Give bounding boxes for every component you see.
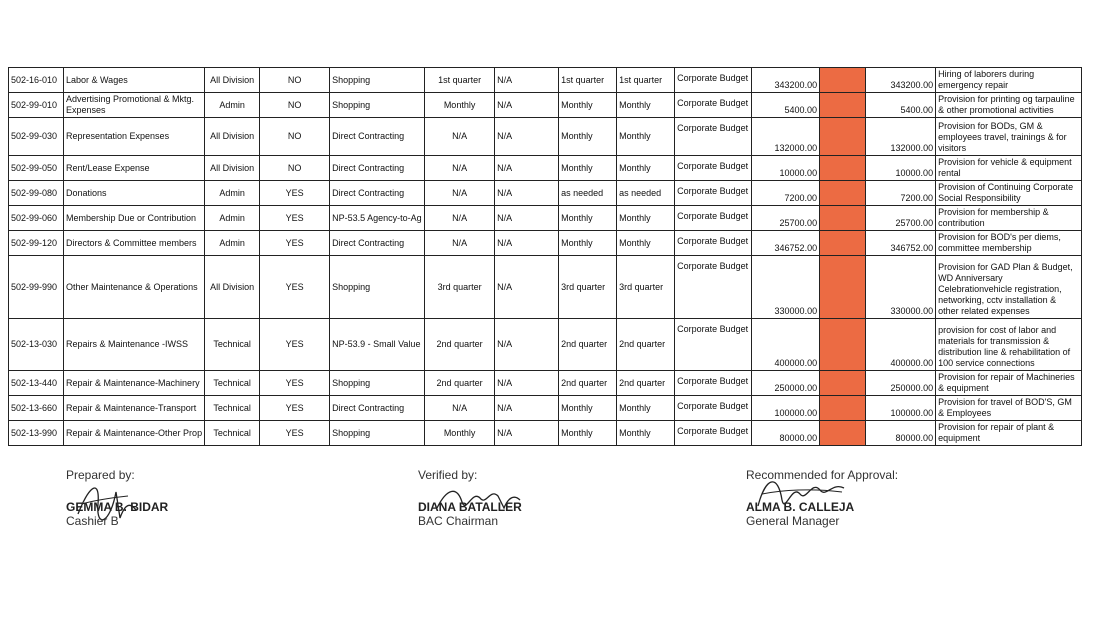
flag-cell: YES [260, 206, 330, 231]
end-user-cell: Technical [205, 421, 260, 446]
table-row [9, 421, 1082, 446]
na-cell: N/A [495, 68, 559, 93]
schedule-cell: 3rd quarter [425, 256, 495, 319]
fund-source-cell: Corporate Budget [675, 206, 752, 231]
description-cell: Rent/Lease Expense [64, 156, 205, 181]
procurement-mode-cell: Direct Contracting [330, 156, 425, 181]
verified-by-name: DIANA BATALLER [418, 500, 522, 514]
amount-total-cell: 5400.00 [752, 93, 820, 118]
fund-source-cell: Corporate Budget [675, 156, 752, 181]
end-user-cell: Admin [205, 231, 260, 256]
procurement-mode-cell: Shopping [330, 93, 425, 118]
flag-cell: YES [260, 231, 330, 256]
remarks-cell: Provision of Continuing Corporate Social Responsibility [936, 181, 1082, 206]
na-cell: N/A [495, 181, 559, 206]
flag-cell: NO [260, 118, 330, 156]
verified-by-label: Verified by: [418, 468, 478, 482]
description-cell: Directors & Committee members [64, 231, 205, 256]
remarks-cell: Provision for printing og tarpauline & other promotional activities [936, 93, 1082, 118]
recommended-by-name: ALMA B. CALLEJA [746, 500, 855, 514]
amount-mooe-cell: 132000.00 [866, 118, 936, 156]
period-start-cell: 2nd quarter [559, 319, 617, 371]
recommended-by-label: Recommended for Approval: [746, 468, 899, 482]
end-user-cell: Technical [205, 319, 260, 371]
period-start-cell: Monthly [559, 206, 617, 231]
period-end-cell: Monthly [617, 93, 675, 118]
remarks-cell: Hiring of laborers during emergency repair [936, 68, 1082, 93]
fund-source-cell: Corporate Budget [675, 396, 752, 421]
na-cell: N/A [495, 206, 559, 231]
amount-total-cell: 330000.00 [752, 256, 820, 319]
procurement-mode-cell: Direct Contracting [330, 118, 425, 156]
period-end-cell: Monthly [617, 421, 675, 446]
table-row [9, 68, 1082, 93]
period-end-cell: 2nd quarter [617, 319, 675, 371]
highlight-cell [820, 231, 866, 256]
highlight-cell [820, 371, 866, 396]
period-end-cell: 3rd quarter [617, 256, 675, 319]
period-end-cell: Monthly [617, 118, 675, 156]
amount-mooe-cell: 330000.00 [866, 256, 936, 319]
description-cell: Advertising Promotional & Mktg. Expenses [64, 93, 205, 118]
period-start-cell: Monthly [559, 118, 617, 156]
amount-total-cell: 25700.00 [752, 206, 820, 231]
schedule-cell: Monthly [425, 93, 495, 118]
amount-total-cell: 250000.00 [752, 371, 820, 396]
description-cell: Representation Expenses [64, 118, 205, 156]
amount-mooe-cell: 346752.00 [866, 231, 936, 256]
schedule-cell: 1st quarter [425, 68, 495, 93]
table-row [9, 319, 1082, 371]
end-user-cell: Admin [205, 93, 260, 118]
highlight-cell [820, 396, 866, 421]
table-row [9, 181, 1082, 206]
amount-total-cell: 346752.00 [752, 231, 820, 256]
period-end-cell: Monthly [617, 231, 675, 256]
procurement-mode-cell: Direct Contracting [330, 231, 425, 256]
amount-mooe-cell: 5400.00 [866, 93, 936, 118]
flag-cell: NO [260, 93, 330, 118]
procurement-mode-cell: Shopping [330, 68, 425, 93]
flag-cell: YES [260, 396, 330, 421]
na-cell: N/A [495, 421, 559, 446]
period-start-cell: Monthly [559, 156, 617, 181]
period-end-cell: Monthly [617, 156, 675, 181]
end-user-cell: Technical [205, 371, 260, 396]
fund-source-cell: Corporate Budget [675, 319, 752, 371]
highlight-cell [820, 156, 866, 181]
recommended-by-position: General Manager [746, 514, 840, 528]
period-start-cell: 3rd quarter [559, 256, 617, 319]
remarks-cell: Provision for travel of BOD'S, GM & Employees [936, 396, 1082, 421]
fund-source-cell: Corporate Budget [675, 93, 752, 118]
na-cell: N/A [495, 231, 559, 256]
flag-cell: YES [260, 181, 330, 206]
period-start-cell: 2nd quarter [559, 371, 617, 396]
schedule-cell: N/A [425, 156, 495, 181]
amount-total-cell: 10000.00 [752, 156, 820, 181]
amount-mooe-cell: 343200.00 [866, 68, 936, 93]
procurement-mode-cell: Direct Contracting [330, 181, 425, 206]
period-end-cell: Monthly [617, 396, 675, 421]
account-code-cell: 502-99-010 [9, 93, 64, 118]
period-end-cell: 2nd quarter [617, 371, 675, 396]
fund-source-cell: Corporate Budget [675, 231, 752, 256]
highlight-cell [820, 93, 866, 118]
table-row [9, 93, 1082, 118]
na-cell: N/A [495, 118, 559, 156]
description-cell: Labor & Wages [64, 68, 205, 93]
na-cell: N/A [495, 396, 559, 421]
description-cell: Donations [64, 181, 205, 206]
remarks-cell: Provision for vehicle & equipment rental [936, 156, 1082, 181]
prepared-by-label: Prepared by: [66, 468, 135, 482]
description-cell: Repairs & Maintenance -IWSS [64, 319, 205, 371]
procurement-mode-cell: NP-53.9 - Small Value [330, 319, 425, 371]
remarks-cell: Provision for BOD's per diems, committee membership [936, 231, 1082, 256]
amount-total-cell: 7200.00 [752, 181, 820, 206]
end-user-cell: All Division [205, 156, 260, 181]
table-row [9, 231, 1082, 256]
highlight-cell [820, 181, 866, 206]
amount-mooe-cell: 80000.00 [866, 421, 936, 446]
schedule-cell: N/A [425, 206, 495, 231]
period-start-cell: as needed [559, 181, 617, 206]
table-row [9, 118, 1082, 156]
period-start-cell: Monthly [559, 231, 617, 256]
account-code-cell: 502-99-050 [9, 156, 64, 181]
amount-mooe-cell: 400000.00 [866, 319, 936, 371]
amount-mooe-cell: 25700.00 [866, 206, 936, 231]
amount-total-cell: 400000.00 [752, 319, 820, 371]
period-start-cell: Monthly [559, 421, 617, 446]
procurement-mode-cell: Shopping [330, 256, 425, 319]
schedule-cell: N/A [425, 396, 495, 421]
flag-cell: NO [260, 156, 330, 181]
amount-total-cell: 132000.00 [752, 118, 820, 156]
highlight-cell [820, 206, 866, 231]
highlight-cell [820, 118, 866, 156]
period-start-cell: Monthly [559, 396, 617, 421]
procurement-mode-cell: Shopping [330, 371, 425, 396]
schedule-cell: Monthly [425, 421, 495, 446]
fund-source-cell: Corporate Budget [675, 68, 752, 93]
description-cell: Membership Due or Contribution [64, 206, 205, 231]
verified-by-position: BAC Chairman [418, 514, 499, 528]
amount-total-cell: 343200.00 [752, 68, 820, 93]
highlight-cell [820, 319, 866, 371]
account-code-cell: 502-13-030 [9, 319, 64, 371]
account-code-cell: 502-13-440 [9, 371, 64, 396]
amount-mooe-cell: 10000.00 [866, 156, 936, 181]
amount-total-cell: 80000.00 [752, 421, 820, 446]
end-user-cell: All Division [205, 68, 260, 93]
amount-mooe-cell: 7200.00 [866, 181, 936, 206]
flag-cell: NO [260, 68, 330, 93]
flag-cell: YES [260, 371, 330, 396]
period-start-cell: Monthly [559, 93, 617, 118]
end-user-cell: All Division [205, 256, 260, 319]
account-code-cell: 502-99-120 [9, 231, 64, 256]
fund-source-cell: Corporate Budget [675, 181, 752, 206]
verified-by-block [418, 468, 522, 528]
prepared-by-position: Cashier B [66, 514, 119, 528]
highlight-cell [820, 68, 866, 93]
flag-cell: YES [260, 319, 330, 371]
amount-total-cell: 100000.00 [752, 396, 820, 421]
schedule-cell: 2nd quarter [425, 319, 495, 371]
account-code-cell: 502-99-080 [9, 181, 64, 206]
amount-mooe-cell: 100000.00 [866, 396, 936, 421]
period-end-cell: 1st quarter [617, 68, 675, 93]
na-cell: N/A [495, 256, 559, 319]
remarks-cell: Provision for BODs, GM & employees travel, trainings & for visitors [936, 118, 1082, 156]
procurement-mode-cell: Direct Contracting [330, 396, 425, 421]
period-end-cell: as needed [617, 181, 675, 206]
na-cell: N/A [495, 319, 559, 371]
remarks-cell: Provision for repair of Machineries & equipment [936, 371, 1082, 396]
account-code-cell: 502-16-010 [9, 68, 64, 93]
account-code-cell: 502-99-990 [9, 256, 64, 319]
procurement-mode-cell: NP-53.5 Agency-to-Ag [330, 206, 425, 231]
na-cell: N/A [495, 371, 559, 396]
fund-source-cell: Corporate Budget [675, 118, 752, 156]
remarks-cell: provision for cost of labor and materials for transmission & distribution line & rehabilitation of 100 service connections [936, 319, 1082, 371]
table-row [9, 396, 1082, 421]
table-row [9, 371, 1082, 396]
remarks-cell: Provision for repair of plant & equipment [936, 421, 1082, 446]
fund-source-cell: Corporate Budget [675, 371, 752, 396]
na-cell: N/A [495, 93, 559, 118]
flag-cell: YES [260, 256, 330, 319]
description-cell: Repair & Maintenance-Transport [64, 396, 205, 421]
prepared-by-block [66, 468, 168, 528]
end-user-cell: Technical [205, 396, 260, 421]
remarks-cell: Provision for GAD Plan & Budget, WD Anniversary Celebrationvehicle registration, networking, cctv installation & other related expenses [936, 256, 1082, 319]
end-user-cell: All Division [205, 118, 260, 156]
description-cell: Other Maintenance & Operations [64, 256, 205, 319]
schedule-cell: N/A [425, 118, 495, 156]
description-cell: Repair & Maintenance-Other Prop [64, 421, 205, 446]
amount-mooe-cell: 250000.00 [866, 371, 936, 396]
fund-source-cell: Corporate Budget [675, 421, 752, 446]
highlight-cell [820, 421, 866, 446]
schedule-cell: N/A [425, 231, 495, 256]
account-code-cell: 502-13-990 [9, 421, 64, 446]
prepared-by-name: GEMMA B. BIDAR [66, 500, 169, 514]
period-end-cell: Monthly [617, 206, 675, 231]
recommended-by-block [746, 468, 898, 528]
remarks-cell: Provision for membership & contribution [936, 206, 1082, 231]
procurement-mode-cell: Shopping [330, 421, 425, 446]
highlight-cell [820, 256, 866, 319]
description-cell: Repair & Maintenance-Machinery [64, 371, 205, 396]
table-row [9, 206, 1082, 231]
account-code-cell: 502-99-060 [9, 206, 64, 231]
fund-source-cell: Corporate Budget [675, 256, 752, 319]
period-start-cell: 1st quarter [559, 68, 617, 93]
schedule-cell: 2nd quarter [425, 371, 495, 396]
account-code-cell: 502-99-030 [9, 118, 64, 156]
procurement-plan-table [8, 67, 1082, 446]
table-row [9, 256, 1082, 319]
flag-cell: YES [260, 421, 330, 446]
na-cell: N/A [495, 156, 559, 181]
table-row [9, 156, 1082, 181]
end-user-cell: Admin [205, 181, 260, 206]
account-code-cell: 502-13-660 [9, 396, 64, 421]
schedule-cell: N/A [425, 181, 495, 206]
end-user-cell: Admin [205, 206, 260, 231]
